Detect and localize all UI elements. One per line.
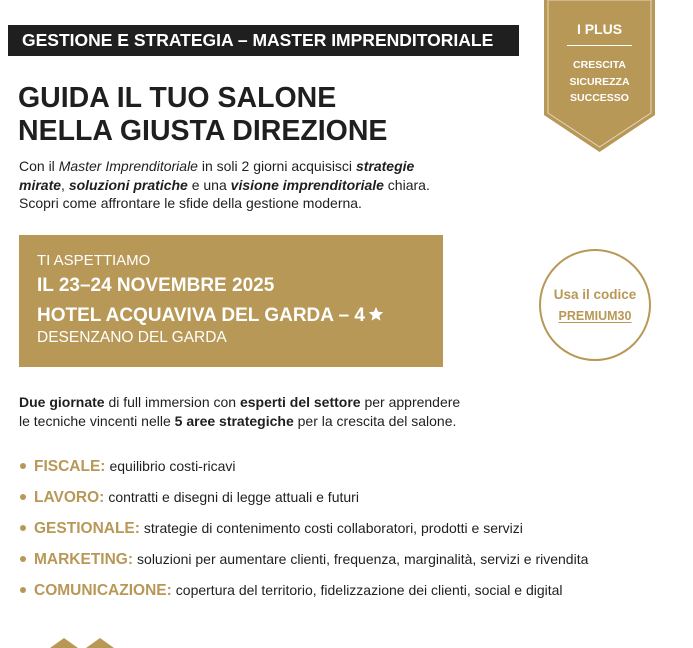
plus-item: CRESCITA: [573, 59, 626, 71]
intro-paragraph: [19, 157, 430, 213]
bullet-icon: [20, 556, 26, 562]
intro-text-line: Scopri come affrontare le sfide della gestione moderna.: [19, 195, 362, 211]
intro-bold-italic: visione imprenditoriale: [230, 176, 384, 193]
bullet-icon: [20, 463, 26, 469]
plus-item: SUCCESSO: [570, 92, 629, 104]
desc-text: per la crescita del salone.: [293, 413, 457, 429]
area-key-wrap: [34, 456, 236, 477]
promo-code-badge: [539, 249, 651, 361]
intro-text: chiara.: [383, 176, 430, 193]
area-key-wrap: [34, 580, 563, 601]
desc-text: le tecniche vincenti nelle: [19, 413, 175, 429]
description-paragraph: [19, 393, 460, 431]
intro-bold-italic: strategie: [355, 158, 415, 174]
desc-bold: esperti del settore: [239, 394, 361, 410]
desc-bold: 5 aree strategiche: [174, 413, 294, 429]
area-key: COMUNICAZIONE:: [34, 582, 172, 599]
intro-text: ,: [61, 176, 69, 193]
area-value: copertura del territorio, fidelizzazione dei clienti, social e digital: [175, 582, 563, 598]
plus-item: SICUREZZA: [569, 75, 630, 88]
event-invite-label: TI ASPETTIAMO: [37, 252, 151, 269]
area-key: LAVORO:: [34, 489, 105, 506]
area-value: soluzioni per aumentare clienti, frequenza, marginalità, servizi e rivendita: [137, 551, 589, 567]
section-header-label: GESTIONE E STRATEGIA – MASTER IMPRENDITORIALE: [22, 30, 494, 50]
plus-list: [544, 57, 655, 107]
intro-text: Con il: [19, 158, 59, 174]
intro-italic: Master Imprenditoriale: [58, 158, 198, 174]
event-venue: [37, 305, 384, 327]
area-key-wrap: [34, 518, 523, 539]
bullet-icon: [20, 587, 26, 593]
plus-divider: [567, 45, 632, 46]
bullet-icon: [20, 494, 26, 500]
headline-line-2: NELLA GIUSTA DIREZIONE: [18, 115, 388, 147]
area-key: FISCALE:: [34, 458, 106, 475]
plus-badge: [544, 0, 655, 152]
event-info-box: [19, 235, 443, 367]
headline-line-1: GUIDA IL TUO SALONE: [18, 82, 337, 114]
event-venue-name: HOTEL ACQUAVIVA DEL GARDA – 4: [37, 305, 365, 326]
area-value: equilibrio costi-ricavi: [109, 458, 236, 474]
promo-code-wrap: [541, 309, 649, 323]
area-key: MARKETING:: [34, 551, 134, 568]
event-date: IL 23–24 NOVEMBRE 2025: [37, 275, 275, 296]
area-key-wrap: [34, 549, 588, 570]
intro-text: e una: [187, 176, 231, 193]
event-location: DESENZANO DEL GARDA: [37, 329, 227, 346]
area-key-wrap: [34, 487, 359, 508]
promo-code: PREMIUM30: [558, 309, 632, 323]
intro-bold-italic: mirate: [19, 176, 62, 193]
intro-bold-italic: soluzioni pratiche: [68, 176, 188, 193]
star-icon: [368, 306, 384, 322]
area-key: GESTIONALE:: [34, 520, 140, 537]
promo-label: Usa il codice: [553, 287, 637, 302]
area-value: strategie di contenimento costi collaboratori, prodotti e servizi: [143, 520, 523, 536]
area-value: contratti e disegni di legge attuali e futuri: [108, 489, 359, 505]
intro-text: in soli 2 giorni acquisisci: [197, 158, 356, 174]
section-header-bar: [8, 25, 519, 56]
page-headline: [18, 82, 387, 148]
desc-bold: Due giornate: [19, 394, 105, 410]
bullet-icon: [20, 525, 26, 531]
desc-text: per apprendere: [360, 394, 461, 410]
desc-text: di full immersion con: [104, 394, 240, 410]
decorative-chevrons: [50, 638, 120, 648]
plus-title: I PLUS: [576, 21, 623, 37]
